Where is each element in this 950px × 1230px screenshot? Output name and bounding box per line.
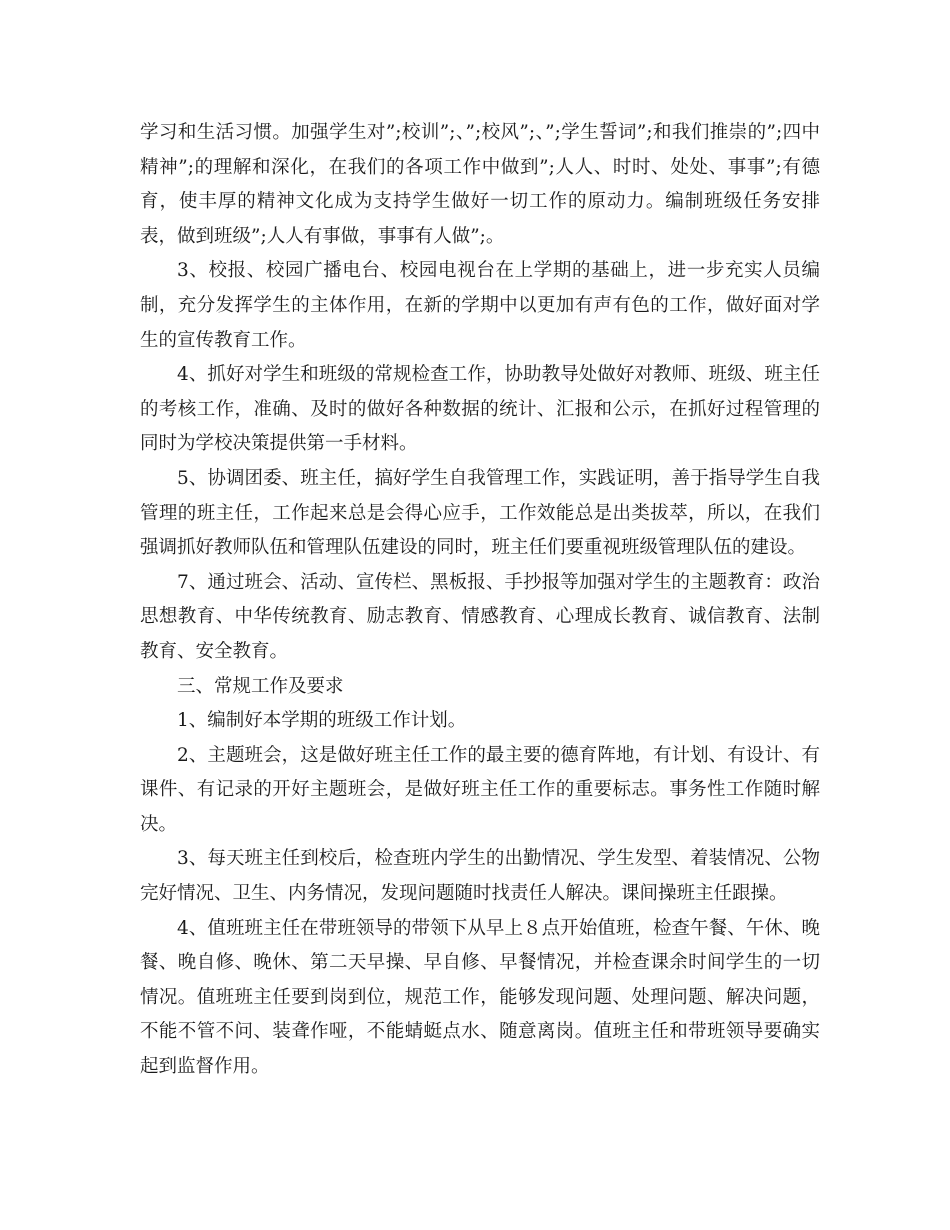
- paragraph-routine-2: 2、主题班会，这是做好班主任工作的最主要的德育阵地，有计划、有设计、有课件、有记录的开好主题班会，是做好班主任工作的重要标志。事务性工作随时解决。: [140, 744, 820, 835]
- paragraph-routine-4: 4、值班班主任在带班领导的带领下从早上８点开始值班，检查午餐、午休、晚餐、晚自修、晚休、第二天早操、早自修、早餐情况，并检查课余时间学生的一切情况。值班班主任要到岗到位，规范工作，能够发现问题、处理问题、解决问题，不能不管不问、装聋作哑，不能蜻蜓点水、随意离岗。值班主任和带班领导要确实起到监督作用。: [140, 917, 820, 1078]
- paragraph-routine-3: 3、每天班主任到校后，检查班内学生的出勤情况、学生发型、着装情况、公物完好情况、卫生、内务情况，发现问题随时找责任人解决。课间操班主任跟操。: [140, 848, 820, 905]
- document-page: [140, 116, 820, 1085]
- paragraph-item-4: 4、抓好对学生和班级的常规检查工作，协助教导处做好对教师、班级、班主任的考核工作，准确、及时的做好各种数据的统计、汇报和公示，在抓好过程管理的同时为学校决策提供第一手材料。: [140, 364, 820, 455]
- paragraph-item-5: 5、协调团委、班主任，搞好学生自我管理工作，实践证明，善于指导学生自我管理的班主任，工作起来总是会得心应手，工作效能总是出类拔萃，所以，在我们强调抓好教师队伍和管理队伍建设的同时，班主任们要重视班级管理队伍的建设。: [140, 467, 820, 559]
- paragraph-routine-1: 1、编制好本学期的班级工作计划。: [177, 710, 467, 732]
- section-heading-routine-work: 三、常规工作及要求: [177, 675, 344, 697]
- paragraph-item-7: 7、通过班会、活动、宣传栏、黑板报、手抄报等加强对学生的主题教育：政治思想教育、中华传统教育、励志教育、情感教育、心理成长教育、诚信教育、法制教育、安全教育。: [140, 571, 820, 662]
- paragraph-item-3: 3、校报、校园广播电台、校园电视台在上学期的基础上，进一步充实人员编制，充分发挥学生的主体作用，在新的学期中以更加有声有色的工作，做好面对学生的宣传教育工作。: [140, 260, 820, 351]
- paragraph-habits: 学习和生活习惯。加强学生对”;校训”;、”;校风”;、”;学生誓词”;和我们推崇的”;四中精神”;的理解和深化，在我们的各项工作中做到”;人人、时时、处处、事事”;有德育，使丰厚的精神文化成为支持学生做好一切工作的原动力。编制班级任务安排表，做到班级”;人人有事做，事事有人做”;。: [140, 122, 820, 247]
